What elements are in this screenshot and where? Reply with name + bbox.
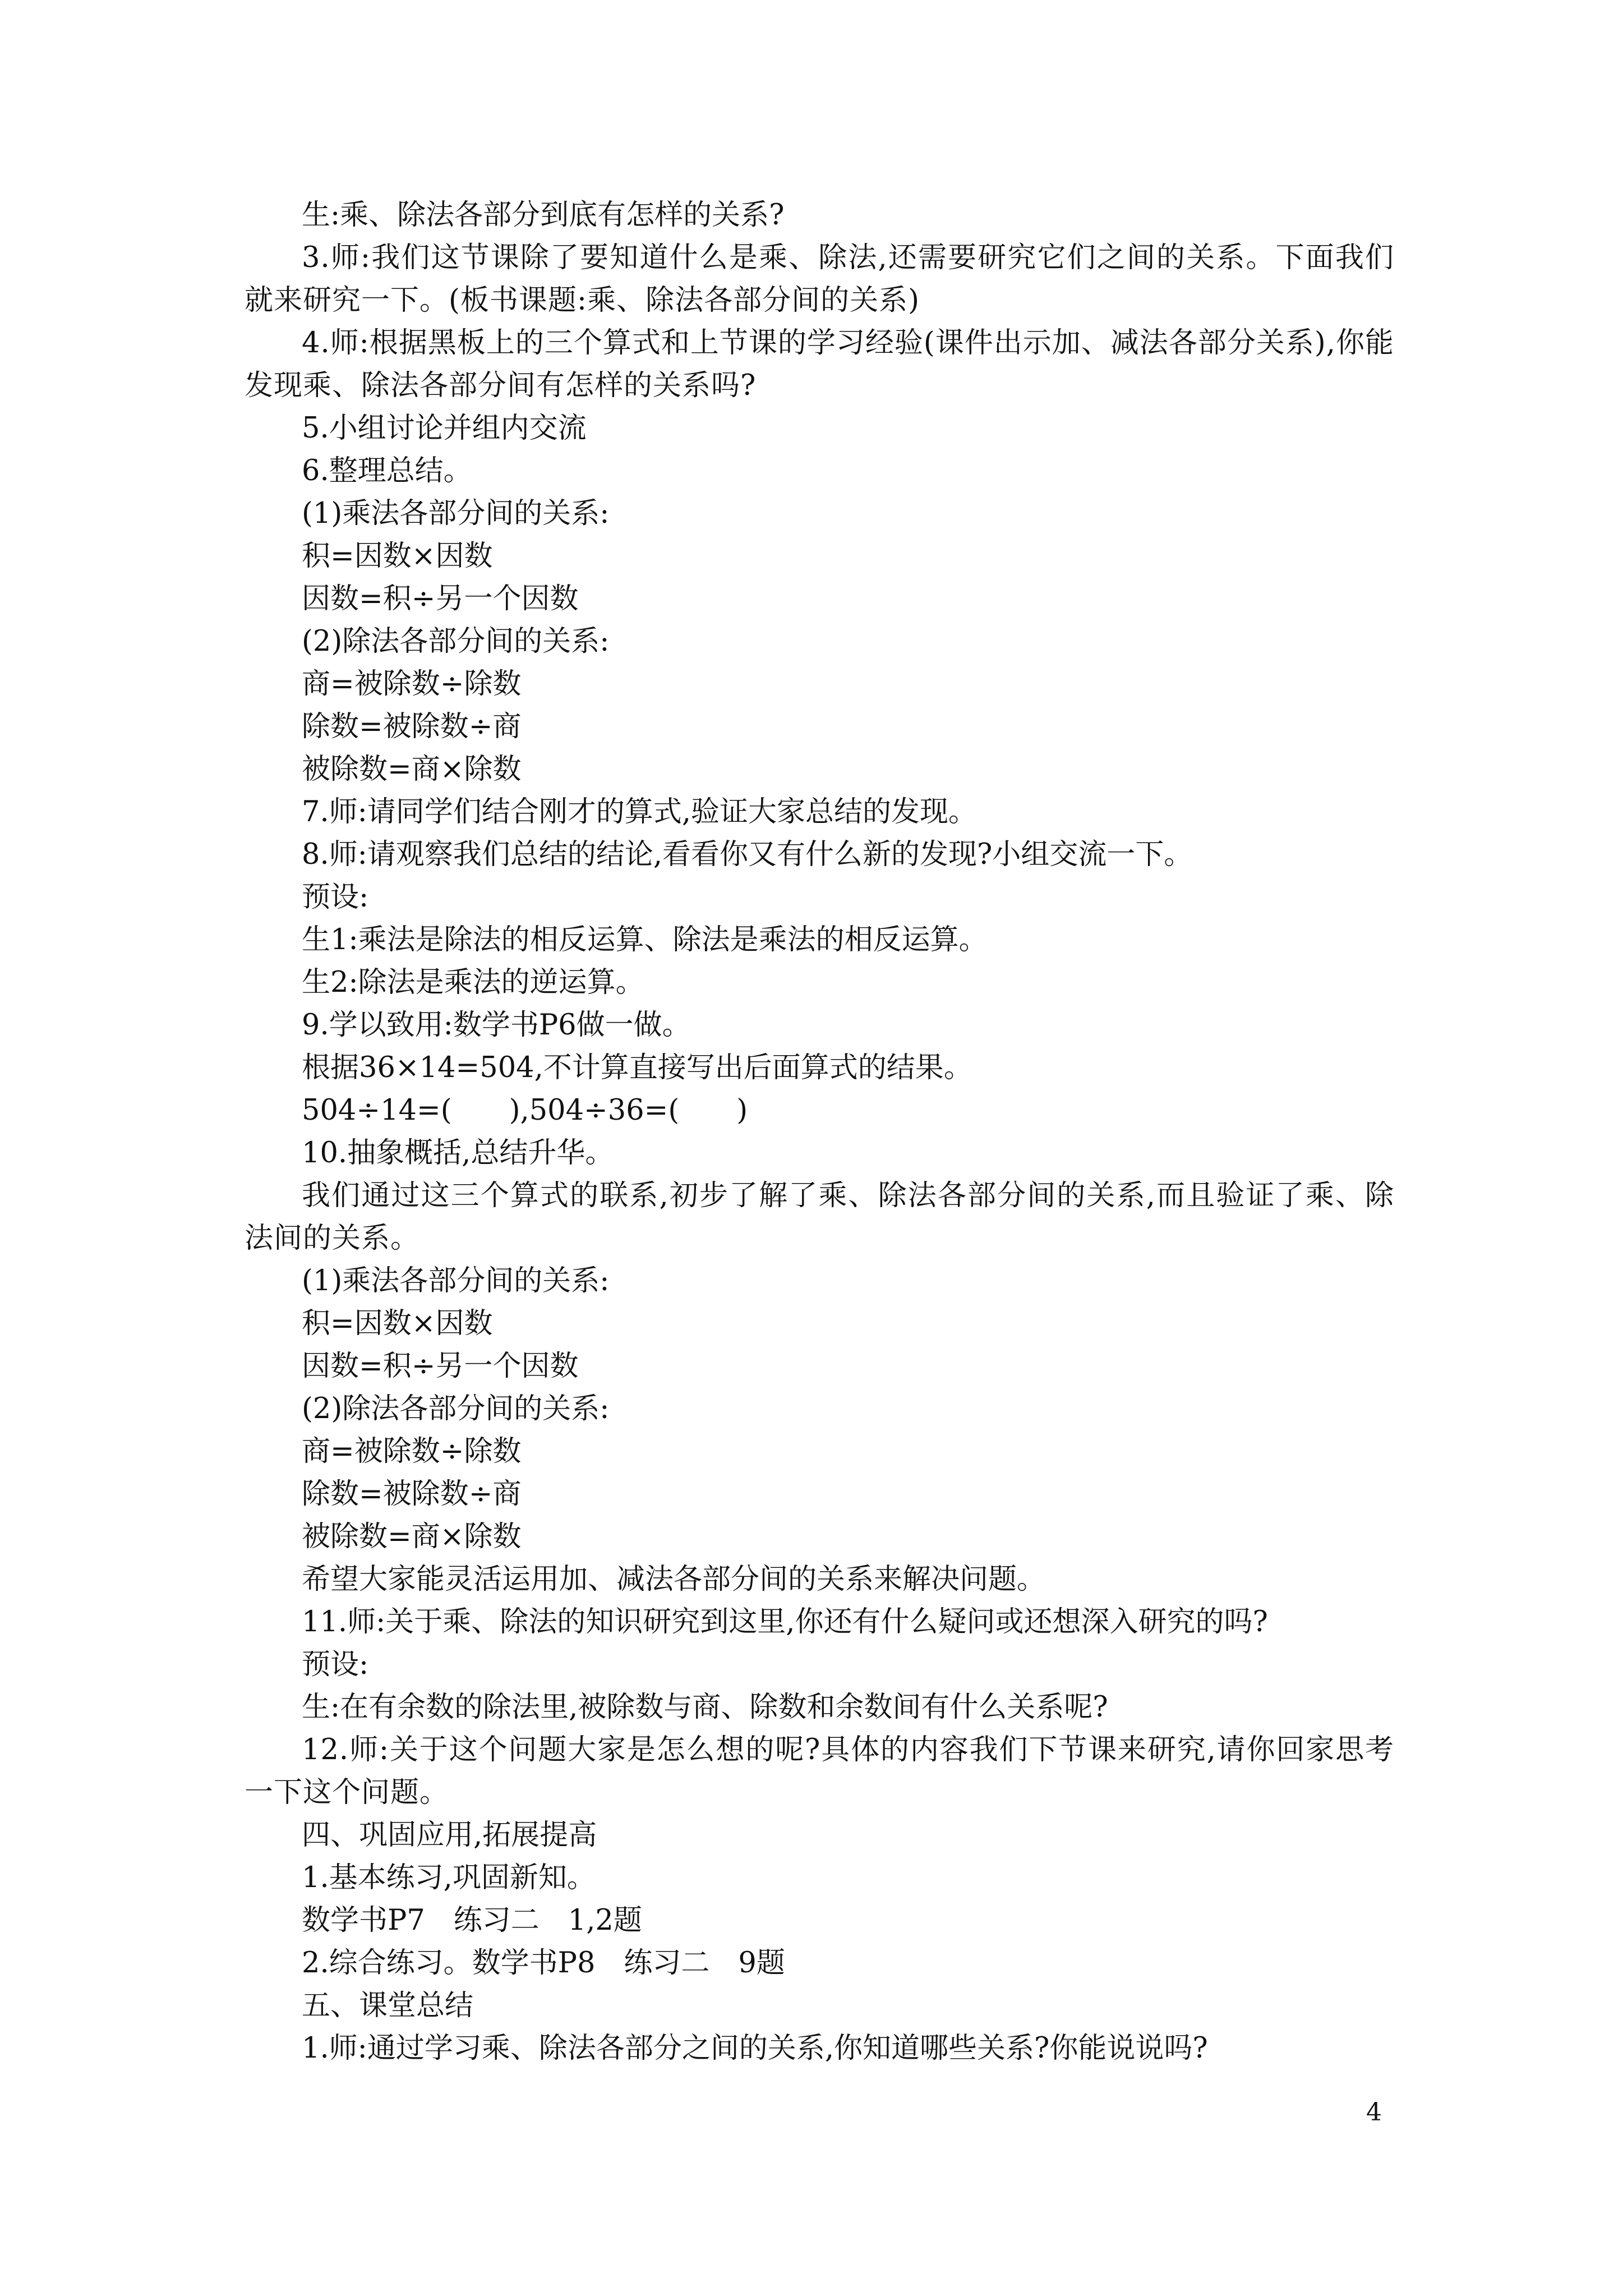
text-line: 被除数=商×除数	[302, 1520, 522, 1553]
text-line: 3.师:我们这节课除了要知道什么是乘、除法,还需要研究它们之间的关系。下面我们就来研究一下。(板书课题:乘、除法各部分间的关系)	[245, 241, 1394, 317]
text-line: (2)除法各部分间的关系:	[302, 1392, 610, 1425]
text-line: 商=被除数÷除数	[302, 1435, 522, 1468]
text-line: 6.整理总结。	[302, 454, 472, 487]
text-line: 积=因数×因数	[302, 1307, 493, 1340]
text-line: 预设:	[302, 1648, 369, 1681]
text-line: 生:乘、除法各部分到底有怎样的关系?	[302, 199, 785, 232]
text-line: 504÷14=( ),504÷36=( )	[302, 1094, 748, 1127]
text-line: 预设:	[302, 881, 369, 914]
text-line: 四、巩固应用,拓展提高	[302, 1819, 597, 1852]
text-line: 生2:除法是乘法的逆运算。	[302, 966, 644, 999]
text-line: 1.师:通过学习乘、除法各部分之间的关系,你知道哪些关系?你能说说吗?	[302, 2032, 1208, 2065]
text-line: (2)除法各部分间的关系:	[302, 625, 610, 658]
text-line: 11.师:关于乘、除法的知识研究到这里,你还有什么疑问或还想深入研究的吗?	[302, 1605, 1268, 1639]
text-line: 希望大家能灵活运用加、减法各部分间的关系来解决问题。	[302, 1563, 1046, 1596]
text-line: 4.师:根据黑板上的三个算式和上节课的学习经验(课件出示加、减法各部分关系),你能发现乘、除法各部分间有怎样的关系吗?	[245, 326, 1394, 402]
text-line: 12.师:关于这个问题大家是怎么想的呢?具体的内容我们下节课来研究,请你回家思考一下这个问题。	[245, 1733, 1394, 1809]
page-number: 4	[1366, 2098, 1382, 2127]
text-line: 因数=积÷另一个因数	[302, 1350, 579, 1383]
text-line: 7.师:请同学们结合刚才的算式,验证大家总结的发现。	[302, 795, 978, 829]
text-line: 8.师:请观察我们总结的结论,看看你又有什么新的发现?小组交流一下。	[302, 838, 1193, 871]
text-line: 2.综合练习。数学书P8 练习二 9题	[302, 1947, 785, 1980]
text-line: 数学书P7 练习二 1,2题	[302, 1904, 642, 1937]
text-line: 商=被除数÷除数	[302, 668, 522, 701]
text-line: 除数=被除数÷商	[302, 1478, 522, 1511]
text-line: 生1:乘法是除法的相反运算、除法是乘法的相反运算。	[302, 923, 988, 956]
text-line: 10.抽象概括,总结升华。	[302, 1137, 614, 1170]
text-line: 五、课堂总结	[302, 1989, 474, 2022]
text-line: 除数=被除数÷商	[302, 710, 522, 743]
text-line: 因数=积÷另一个因数	[302, 582, 579, 615]
text-line: 9.学以致用:数学书P6做一做。	[302, 1009, 691, 1042]
text-line: (1)乘法各部分间的关系:	[302, 497, 610, 530]
text-line: 我们通过这三个算式的联系,初步了解了乘、除法各部分间的关系,而且验证了乘、除法间的关系。	[245, 1179, 1394, 1255]
text-line: (1)乘法各部分间的关系:	[302, 1264, 610, 1297]
text-line: 被除数=商×除数	[302, 753, 522, 786]
text-line: 生:在有余数的除法里,被除数与商、除数和余数间有什么关系呢?	[302, 1691, 1108, 1724]
text-line: 1.基本练习,巩固新知。	[302, 1861, 596, 1894]
document-body	[245, 194, 1394, 2070]
text-line: 5.小组讨论并组内交流	[302, 412, 587, 445]
text-line: 积=因数×因数	[302, 540, 493, 573]
text-line: 根据36×14=504,不计算直接写出后面算式的结果。	[302, 1051, 972, 1084]
